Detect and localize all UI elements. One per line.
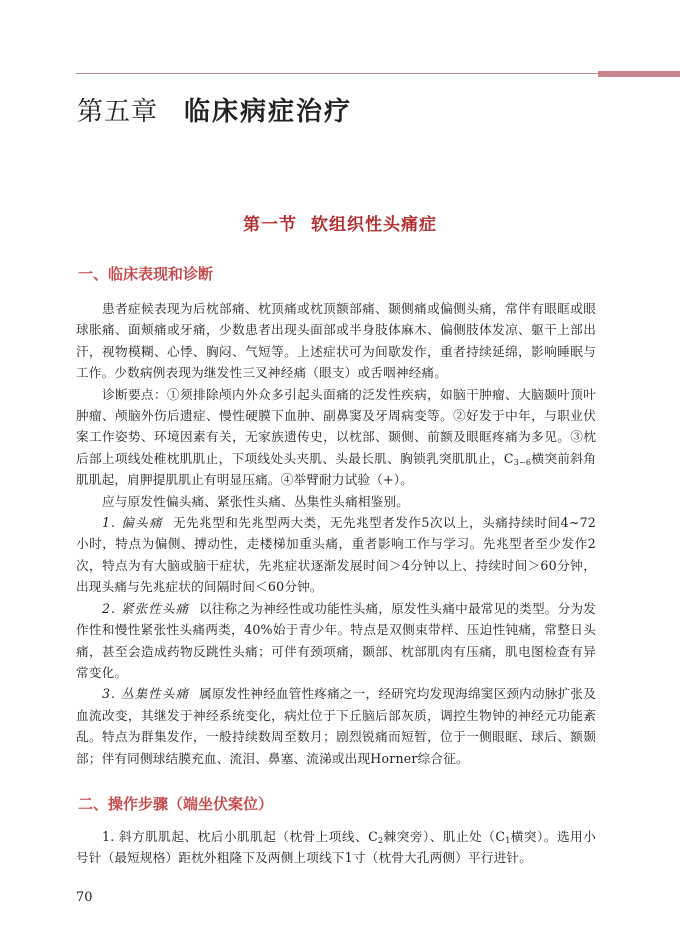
paragraph-cluster-headache xyxy=(76,683,596,769)
cluster-label: 3. 丛集性头痛 xyxy=(102,686,190,702)
step-1-text-b: 棘突旁）、肌止处（C xyxy=(383,829,506,844)
paragraph-differential: 应与原发性偏头痛、紧张性头痛、丛集性头痛相鉴别。 xyxy=(102,493,410,509)
tension-text: 以往称之为神经性或功能性头痛，原发性头痛中最常见的类型。分为发作性和慢性紧张性头痛两类，40%始于青少年。特点是双侧束带样、压迫性钝痛，常整日头痛，甚至会造成药物反跳性头痛；可伴有颈项痛，颞部、枕部肌肉有压痛，肌电图检查有异常变化。 xyxy=(76,600,596,680)
chapter-heading xyxy=(77,92,352,132)
paragraph-diagnosis xyxy=(76,384,596,491)
migraine-label: 1. 偏头痛 xyxy=(102,515,163,531)
diagnosis-text-b: 横突前斜角肌肌起，肩胛提肌肌止有明显压痛。④举臂耐力试验（+）。 xyxy=(76,450,597,488)
vertebra-subscript: 3~6 xyxy=(513,457,532,467)
paragraph-symptoms: 患者症候表现为后枕部痛、枕顶痛或枕顶额部痛、颞侧痛或偏侧头痛，常伴有眼眶或眼球胀痛、面颊痛或牙痛，少数患者出现头面部或半身肢体麻木、偏侧肢体发凉、躯干上部出汗，视物模糊、心悸、胸闷、气短等。上述症状可为间歇发作，重者持续延绵，影响睡眠与工作。少数病例表现为继发性三叉神经痛（眼支）或舌咽神经痛。 xyxy=(76,301,596,381)
migraine-text: 无先兆型和先兆型两大类，无先兆型者发作5次以上，头痛持续时间4~72小时，特点为偏侧、搏动性，走楼梯加重头痛，重者影响工作与学习。先兆型者至少发作2次，特点为有大脑或脑干症状，先兆症状逐渐发展时间＞4分钟以上、持续时间＞60分钟，出现头痛与先兆症状的间隔时间＜60分钟。 xyxy=(76,515,596,595)
paragraph-migraine xyxy=(76,512,596,598)
step-1-subscript-c1: 1 xyxy=(505,836,511,845)
section-label: 第一节 xyxy=(243,215,297,235)
cluster-text: 属原发性神经血管性疼痛之一，经研究均发现海绵窦区颈内动脉扩张及血流改变，其继发于神经系统变化，病灶位于下丘脑后部灰质，调控生物钟的神经元功能紊乱。特点为群集发作，一般持续数周至数月；剧烈锐痛而短暂，位于一侧眼眶、球后、额颞部；伴有同侧球结膜充血、流泪、鼻塞、流涕或出现Horner综合征。 xyxy=(76,686,596,766)
step-1-subscript-c2: 2 xyxy=(377,836,384,845)
step-1-text-a: 1. 斜方肌肌起、枕后小肌肌起（枕骨上项线、C xyxy=(102,829,378,844)
section-heading xyxy=(0,210,680,235)
body-text-clinical xyxy=(76,298,596,769)
chapter-title: 临床病症治疗 xyxy=(184,97,353,127)
chapter-number: 第五章 xyxy=(77,97,159,127)
tension-label: 2. 紧张性头痛 xyxy=(102,600,190,616)
subheading-procedure: 二、操作步骤（端坐伏案位） xyxy=(78,795,274,813)
diagnosis-text-a: 诊断要点：①须排除颅内外众多引起头面痛的泛发性疾病，如脑干肿瘤、大脑颞叶顶叶肿瘤、颅脑外伤后遗症、慢性硬膜下血肿、副鼻窦及牙周病变等。②好发于中年，与职业伏案工作姿势、环境因素有关，无家族遗传史，以枕部、颞侧、前额及眼眶疼痛为多见。③枕后部上项线处稚枕肌肌止，下项线处头夹肌、头最长肌、胸锁乳突肌肌止，C xyxy=(76,386,596,466)
paragraph-step-1 xyxy=(76,826,596,869)
page-number: 70 xyxy=(76,890,93,905)
paragraph-tension-headache xyxy=(76,598,596,684)
header-rule xyxy=(76,73,598,74)
step-1-text-c: 横突）。选用小号针（最短规格）距枕外粗隆下及两侧上项线下1寸（枕骨大孔两侧）平行进针。 xyxy=(76,829,596,866)
subheading-clinical: 一、临床表现和诊断 xyxy=(78,265,214,283)
header-accent-bar xyxy=(598,71,680,77)
section-title: 软组织性头痛症 xyxy=(311,215,437,235)
body-text-procedure xyxy=(76,826,596,869)
